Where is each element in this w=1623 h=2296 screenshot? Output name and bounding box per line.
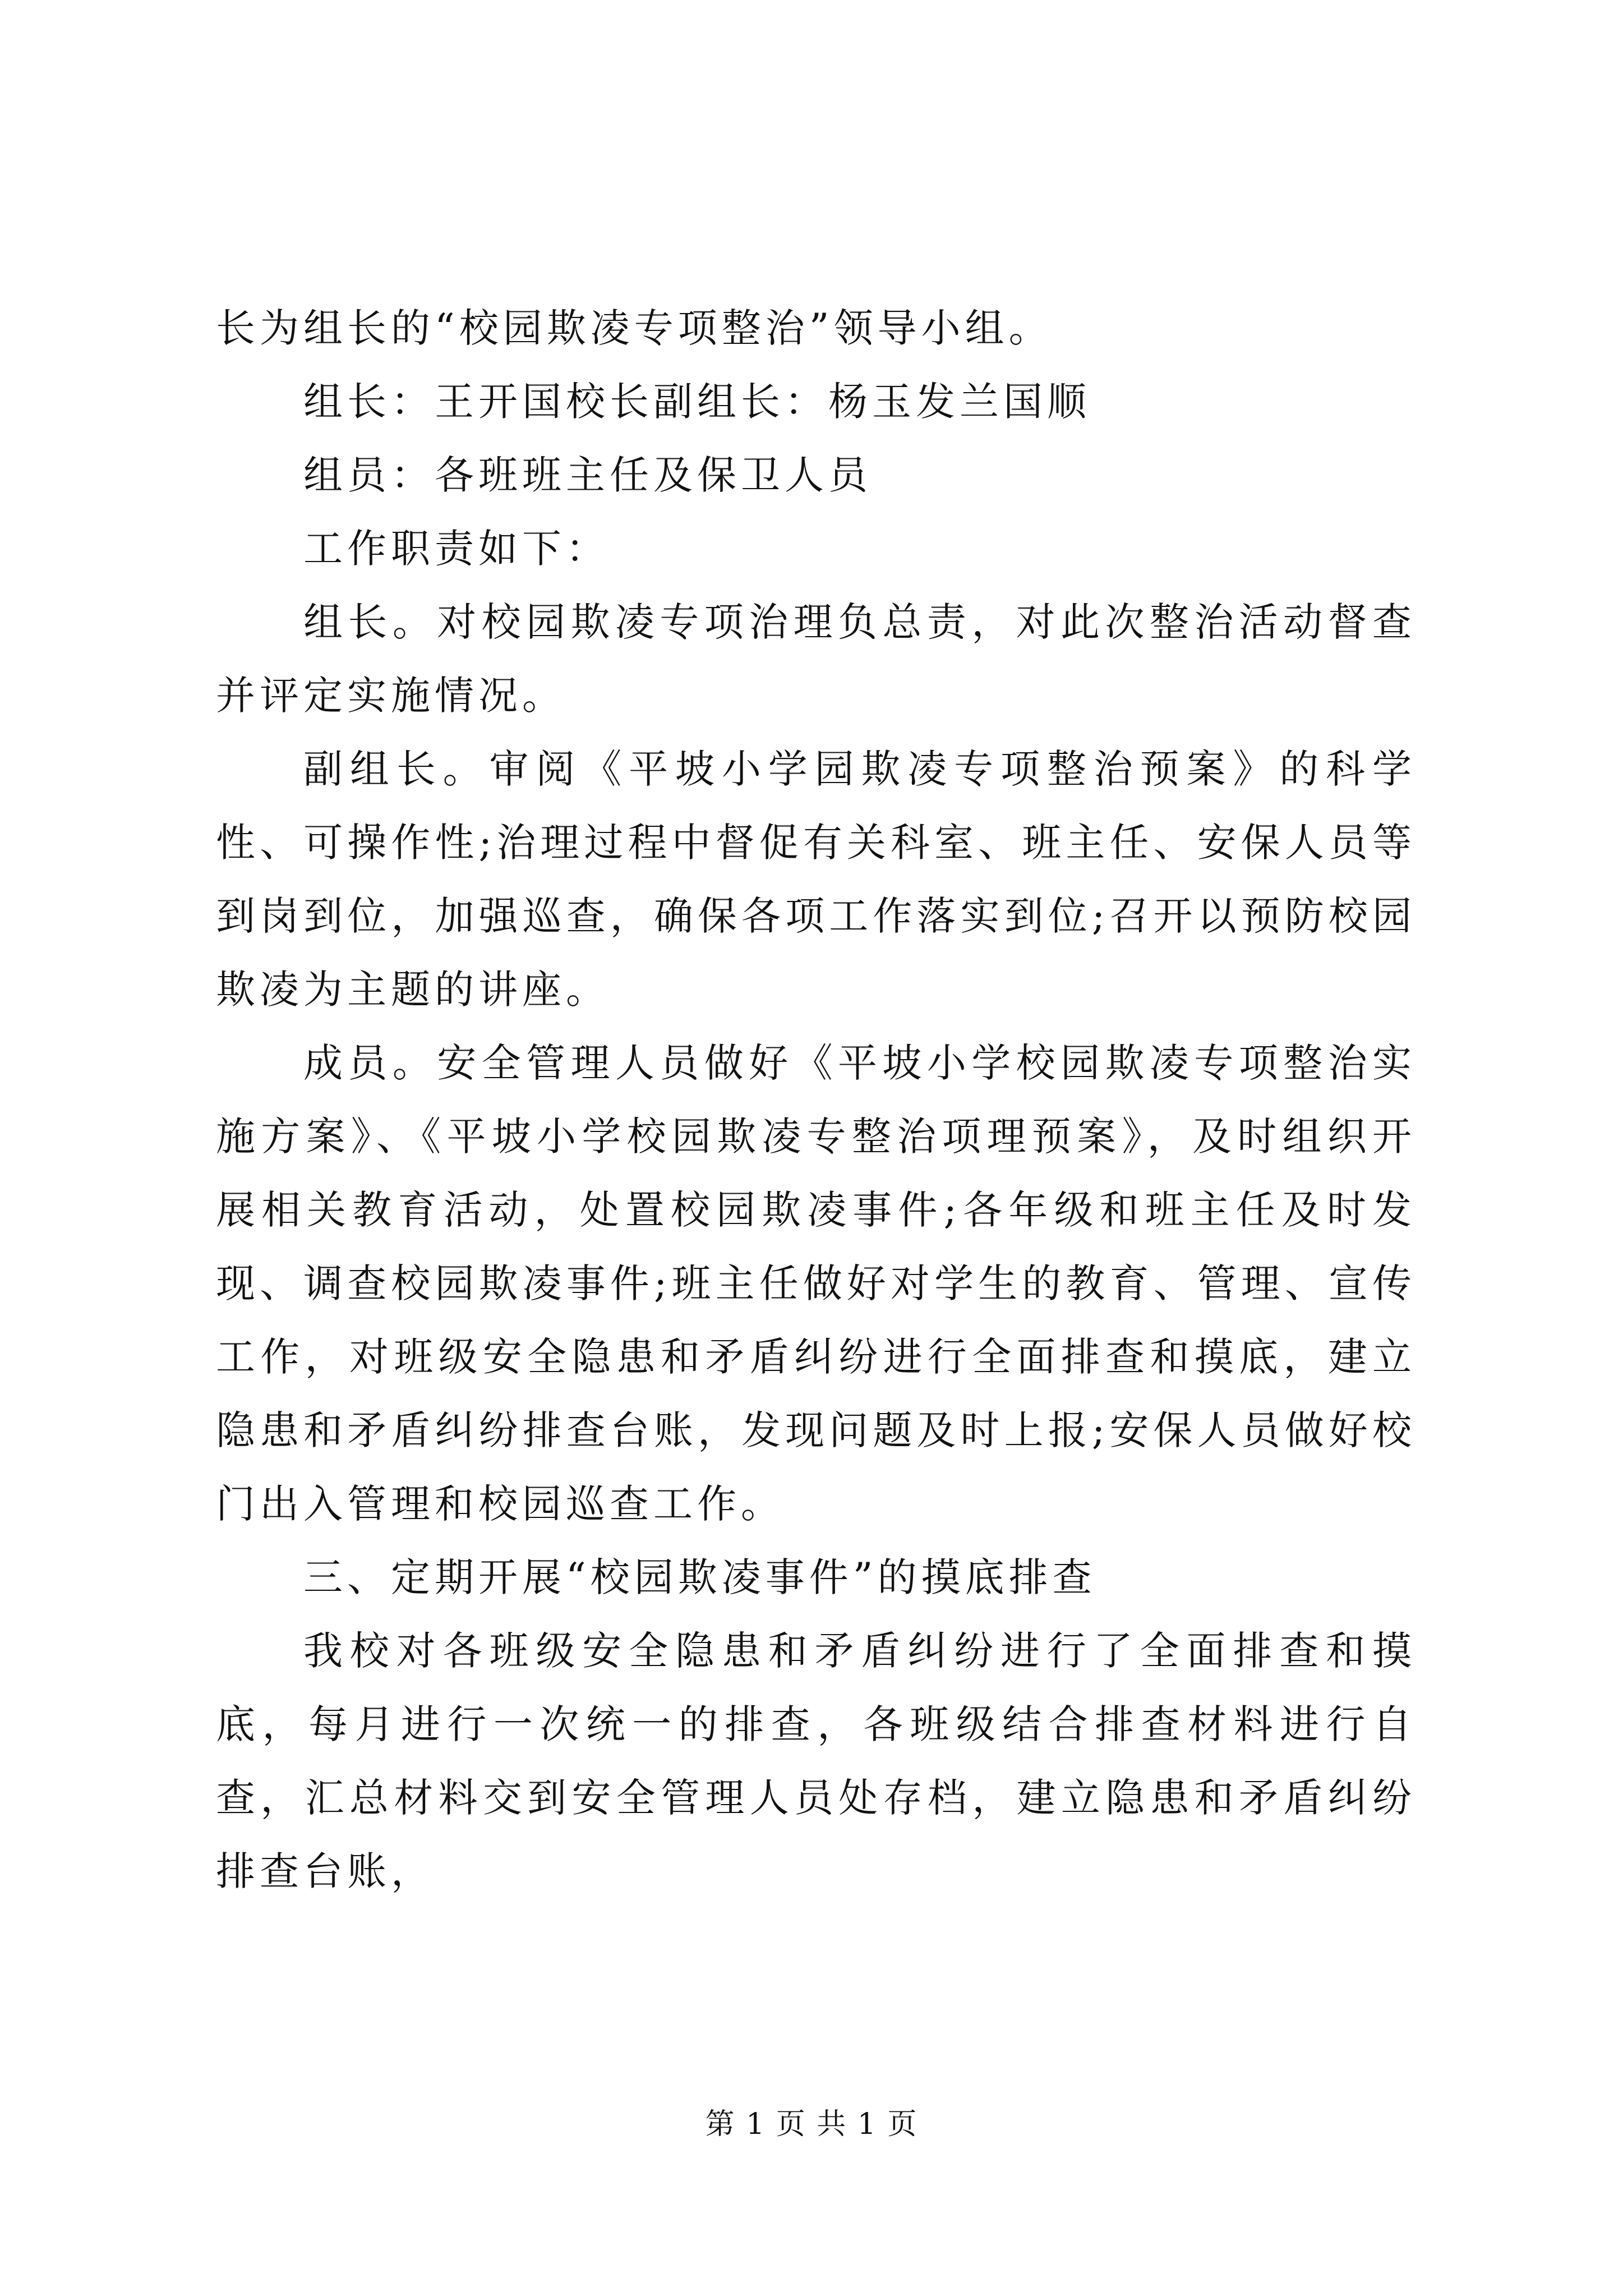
paragraph-leader-duty: 组长。对校园欺凌专项治理负总责，对此次整治活动督查并评定实施情况。 bbox=[216, 599, 1416, 719]
paragraph-investigation: 我校对各班级安全隐患和矛盾纠纷进行了全面排查和摸底，每月进行一次统一的排查，各班级结合排查材料进行自查，汇总材料交到安全管理人员处存档，建立隐患和矛盾纠纷排查台账， bbox=[216, 1628, 1416, 1894]
paragraph-leader-group: 长为组长的“校园欺凌专项整治”领导小组。 bbox=[216, 305, 1053, 351]
paragraph-group-members: 组员：各班班主任及保卫人员 bbox=[303, 452, 872, 498]
paragraph-group-leader: 组长：王开国校长副组长：杨玉发兰国顺 bbox=[303, 379, 1091, 425]
paragraph-deputy-duty: 副组长。审阅《平坡小学园欺凌专项整治预案》的科学性、可操作性;治理过程中督促有关科室、班主任、安保人员等到岗到位，加强巡查，确保各项工作落实到位;召开以预防校园欺凌为主题的讲座。 bbox=[216, 746, 1416, 1013]
page-footer: 第 1 页 共 1 页 bbox=[705, 2108, 918, 2141]
section-heading-investigation: 三、定期开展“校园欺凌事件”的摸底排查 bbox=[303, 1554, 1096, 1600]
document-body bbox=[216, 292, 1416, 1908]
paragraph-member-duty: 成员。安全管理人员做好《平坡小学校园欺凌专项整治实施方案》、《平坡小学校园欺凌专整治项理预案》，及时组织开展相关教育活动，处置校园欺凌事件;各年级和班主任及时发现、调查校园欺凌事件;班主任做好对学生的教育、管理、宣传工作，对班级安全隐患和矛盾纠纷进行全面排查和摸底，建立隐患和矛盾纠纷排查台账，发现问题及时上报;安保人员做好校门出入管理和校园巡查工作。 bbox=[216, 1040, 1416, 1527]
paragraph-duties-heading: 工作职责如下： bbox=[303, 526, 610, 572]
